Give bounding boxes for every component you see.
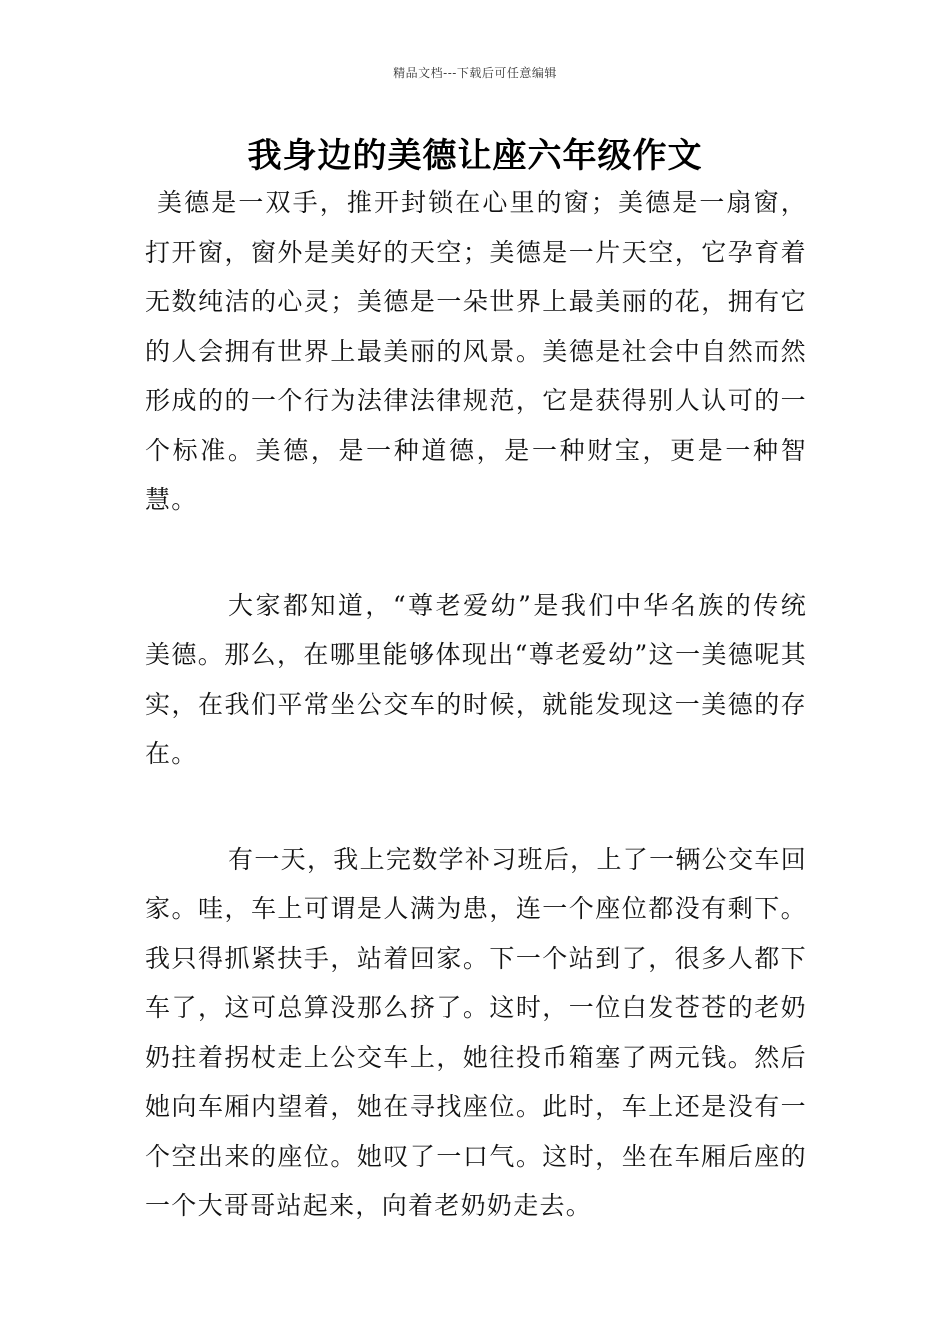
- paragraph-3: 有一天，我上完数学补习班后，上了一辆公交车回家。哇，车上可谓是人满为患，连一个座位都没有剩下。我只得抓紧扶手，站着回家。下一个站到了，很多人都下车了，这可总算没那么挤了。这时，一位白发苍苍的老奶奶拄着拐杖走上公交车上，她往投币箱塞了两元钱。然后她向车厢内望着，她在寻找座位。此时，车上还是没有一个空出来的座位。她叹了一口气。这时，坐在车厢后座的一个大哥哥站起来，向着老奶奶走去。: [145, 844, 807, 1220]
- paragraph-2: 大家都知道，“尊老爱幼”是我们中华名族的传统美德。那么，在哪里能够体现出“尊老爱幼”这一美德呢其实，在我们平常坐公交车的时候，就能发现这一美德的存在。: [145, 590, 807, 768]
- header-note: 精品文档---下载后可任意编辑: [393, 66, 557, 80]
- paragraph-1: 美德是一双手，推开封锁在心里的窗；美德是一扇窗，打开窗，窗外是美好的天空；美德是一片天空，它孕育着无数纯洁的心灵；美德是一朵世界上最美丽的花，拥有它的人会拥有世界上最美丽的风景。美德是社会中自然而然形成的的一个行为法律法律规范，它是获得别人认可的一个标准。美德，是一种道德，是一种财宝，更是一种智慧。: [145, 188, 807, 514]
- paragraph-spacer: [145, 779, 807, 835]
- paragraph-spacer: [145, 525, 807, 581]
- document-body: [145, 178, 807, 1231]
- document-title: 我身边的美德让座六年级作文: [247, 136, 703, 176]
